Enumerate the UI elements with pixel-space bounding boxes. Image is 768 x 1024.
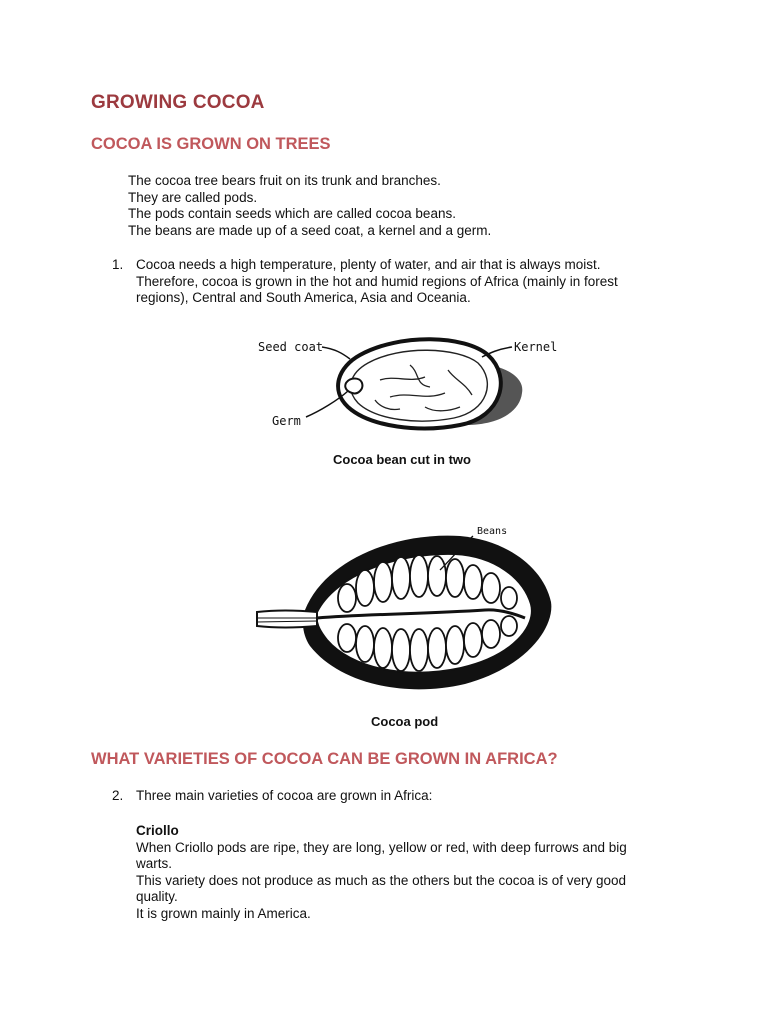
intro-line: The cocoa tree bears fruit on its trunk and branches. [128, 173, 441, 188]
intro-line: They are called pods. [128, 189, 258, 205]
intro-line: The pods contain seeds which are called cocoa beans. [128, 206, 456, 221]
item-line: Three main varieties of cocoa are grown in Africa: [136, 788, 433, 803]
label-seed-coat: Seed coat [258, 340, 324, 354]
variety-line: It is grown mainly in America. [136, 905, 311, 921]
cocoa-pod-illustration [255, 518, 560, 696]
document-title: GROWING COCOA [91, 92, 265, 113]
intro-line: The beans are made up of a seed coat, a kernel and a germ. [128, 222, 492, 238]
variety-name: Criollo [136, 823, 179, 838]
label-beans: Beans [477, 526, 508, 537]
item-number: 2. [112, 788, 124, 803]
item-number: 1. [112, 257, 124, 272]
item-line: Cocoa needs a high temperature, plenty of water, and air that is always moist. [136, 257, 601, 272]
variety-line: warts. [136, 856, 173, 871]
cocoa-bean-illustration [250, 325, 570, 437]
item-line: Therefore, cocoa is grown in the hot and humid regions of Africa (mainly in forest [136, 273, 618, 289]
leader-seed-coat [322, 347, 350, 359]
label-germ: Germ [272, 414, 301, 428]
intro-paragraph [128, 173, 491, 239]
item-line: regions), Central and South America, Asia and Oceania. [136, 290, 471, 305]
variety-line: This variety does not produce as much as the others but the cocoa is of very good [136, 872, 627, 888]
pod-stalk [257, 611, 317, 628]
section-heading-varieties: WHAT VARIETIES OF COCOA CAN BE GROWN IN AFRICA? [91, 750, 558, 768]
label-kernel: Kernel [514, 340, 558, 354]
caption-pod: Cocoa pod [371, 714, 439, 729]
variety-line: quality. [136, 889, 178, 904]
variety-line: When Criollo pods are ripe, they are long, yellow or red, with deep furrows and big [136, 839, 627, 855]
caption-bean: Cocoa bean cut in two [333, 452, 471, 467]
variety-criollo [136, 823, 656, 922]
section-heading-trees: COCOA IS GROWN ON TREES [91, 135, 331, 153]
